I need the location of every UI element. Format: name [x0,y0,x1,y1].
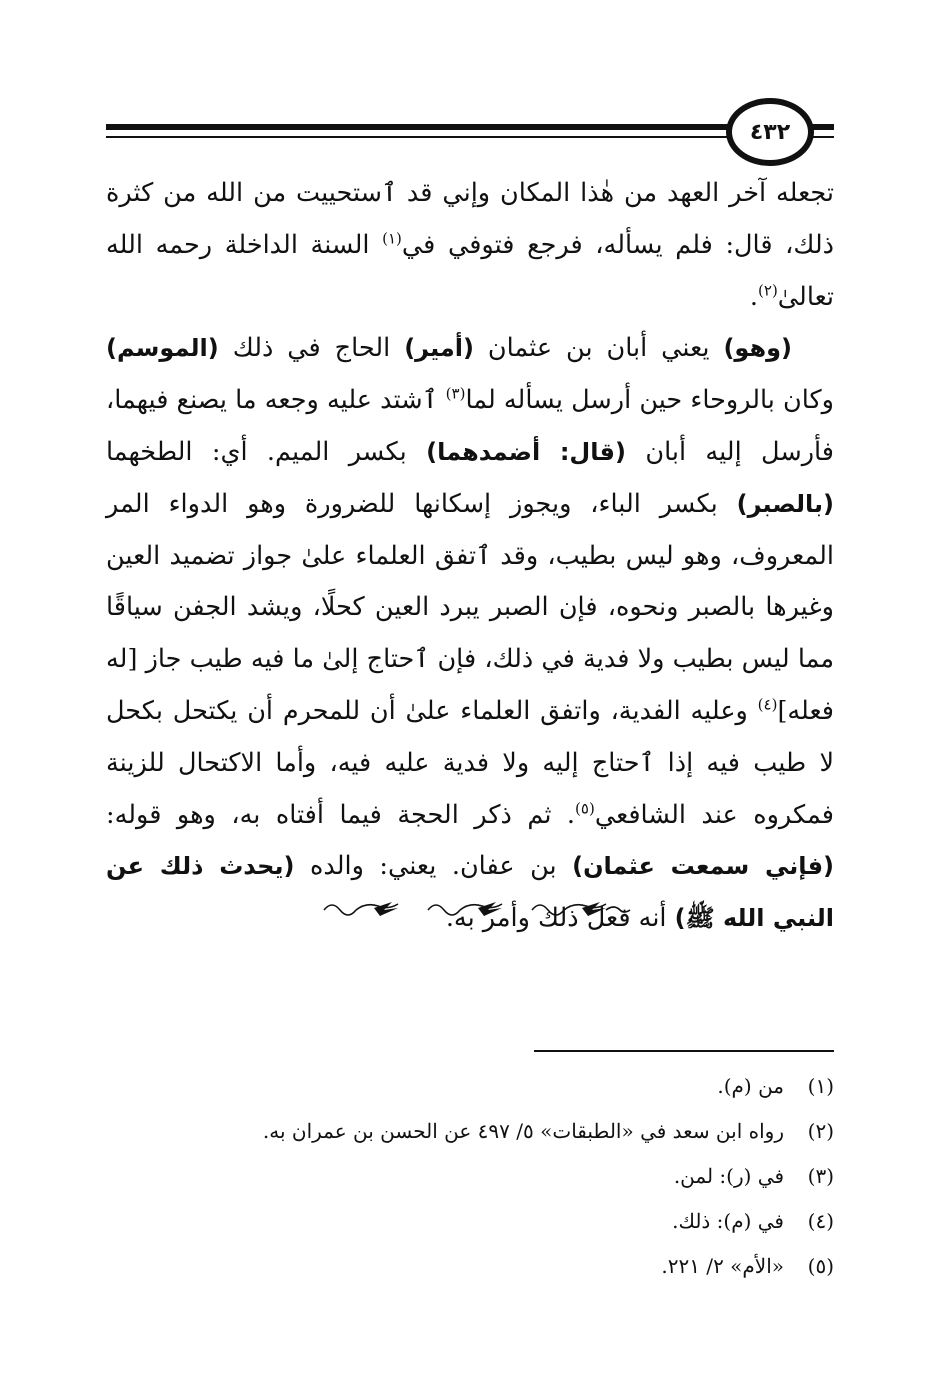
text-run: يعني أبان بن عثمان [473,333,724,364]
footnote [106,1154,834,1199]
footnote-text: رواه ابن سعد في «الطبقات» ٥/ ٤٩٧ عن الحسن بن عمران به. [262,1119,784,1143]
footnote-ref: (٣) [445,384,466,403]
paragraph-1 [106,168,834,323]
bold-phrase: (قال: أضمدهما) [426,437,626,466]
footnote [106,1199,834,1244]
text-run: بكسر الباء، ويجوز إسكانها للضرورة وهو الدواء المر المعروف، وهو ليس بطيب، وقد ٱتفق العلماء علىٰ جواز تضميد العين وغيرها بالصبر ونحوه، فإن الصبر يبرد العين كحلًا، ويشد الجفن سياقًا مما ليس بطيب ولا فدية في ذلك، فإن ٱحتاج إلىٰ ما فيه طيب جاز [له فعله] [106,488,834,726]
paragraph-2 [106,323,834,945]
text-run: أنه فعل ذلك وأمر به. [445,903,675,934]
section-divider-ornament [316,892,636,928]
text-run: تجعله آخر العهد من هٰذا المكان وإني قد ٱستحييت من الله من كثرة ذلك، قال: فلم يسأله، فرجع فتوفي في [106,178,834,260]
footnote-ref: (٢) [758,281,778,300]
bold-phrase: (بالصبر) [736,489,834,518]
footnote-number: (٤) [807,1209,834,1233]
footnote [106,1244,834,1289]
text-run: ٱشتد عليه وجعه ما يصنع فيهما، فأرسل إليه أبان [106,385,834,467]
footnote-text: «الأم» ٢/ ٢٢١. [661,1254,784,1278]
footnote-ref: (١) [382,229,402,248]
footnote-number: (٥) [807,1254,834,1278]
page-number-text: ٤٣٢ [749,119,791,145]
footnote [106,1064,834,1109]
footnotes [106,1064,834,1289]
footnote [106,1109,834,1154]
footnote-separator [534,1050,834,1052]
footnote-number: (٢) [807,1119,834,1143]
header-rule-thick [106,124,834,130]
text-run: . [749,281,759,312]
footnote-ref: (٤) [757,695,778,714]
header-rule-thin [106,136,834,138]
footnote-ref: (٥) [575,799,595,818]
footnote-text: من (م). [717,1074,784,1098]
text-run: . ثم ذكر الحجة فيما أفتاه به، وهو قوله: [106,799,576,830]
bold-phrase: (فإني سمعت عثمان) [572,852,834,881]
bold-phrase: (أمير) [404,334,474,363]
text-run: وعليه الفدية، واتفق العلماء علىٰ أن للمحرم أن يكتحل بكحل لا طيب فيه إذا ٱحتاج إليه ولا فدية عليه فيه، وأما الاكتحال للزينة فمكروه عند الشافعي [106,695,834,830]
footnote-text: في (ر): لمن. [673,1164,784,1188]
text-run: بن عفان. يعني: والده [294,851,573,882]
page-header [0,0,952,170]
text-run: بكسر الميم. أي: الطخهما [106,436,427,467]
text-run: السنة الداخلة رحمه الله تعالىٰ [106,229,834,312]
bold-phrase: (يحدث ذلك عن النبي الله ﷺ) [106,852,834,933]
footnote-number: (٣) [807,1164,834,1188]
footnote-number: (١) [807,1074,834,1098]
text-run: الحاج في ذلك [218,333,405,364]
bold-phrase: (وهو) [723,334,792,363]
page-number [726,98,814,166]
main-text [106,168,834,945]
bold-phrase: (الموسم) [106,334,219,363]
page-number-connector [812,124,834,138]
footnote-text: في (م): ذلك. [672,1209,784,1233]
text-run: وكان بالروحاء حين أرسل يسأله لما [465,385,834,416]
